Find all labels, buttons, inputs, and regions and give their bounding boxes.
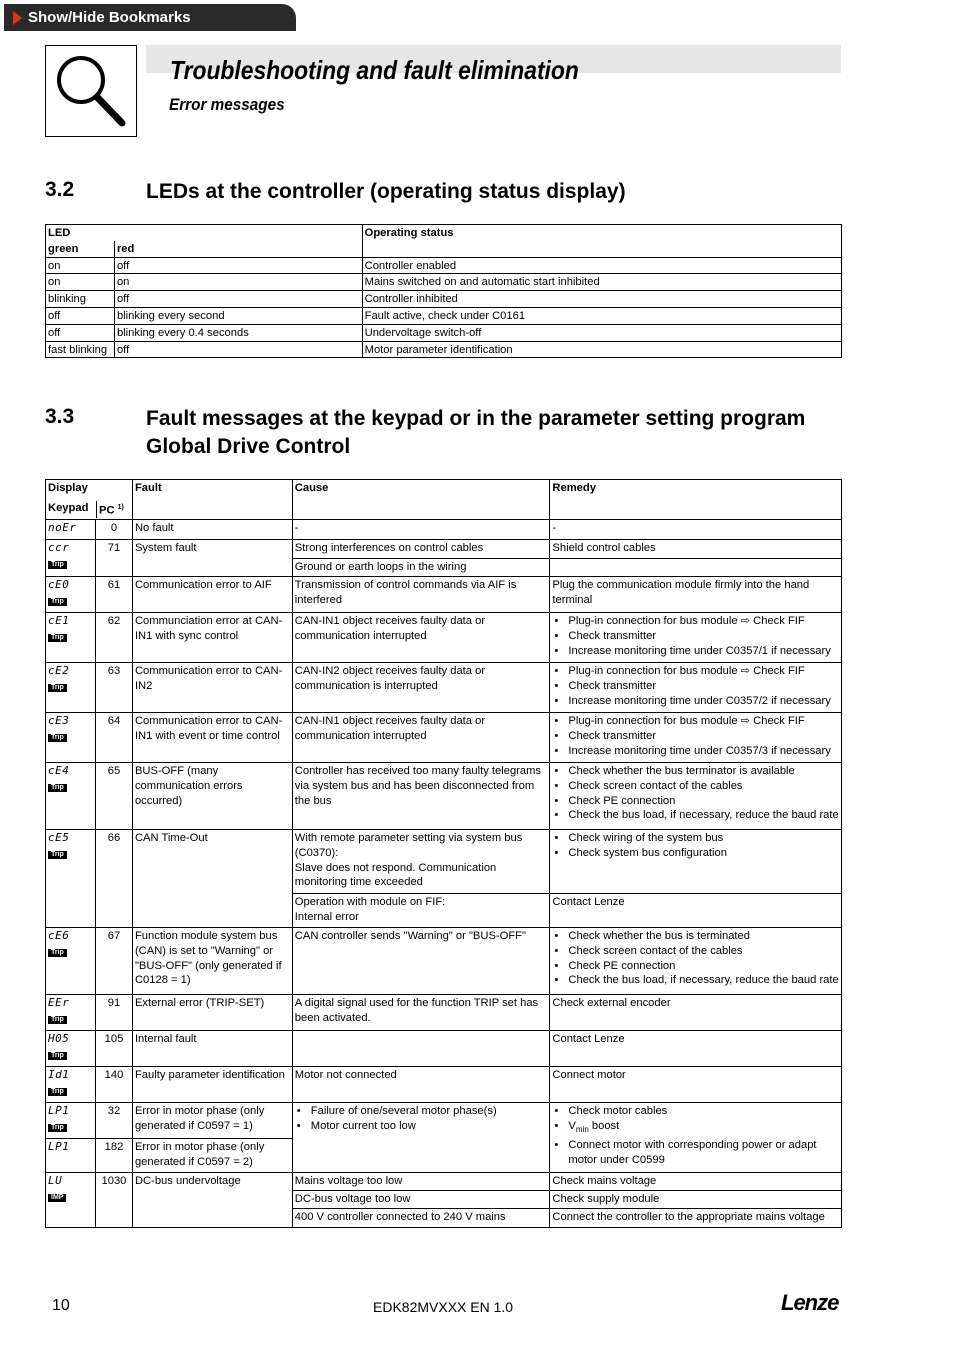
table-row [46, 1067, 842, 1103]
table-cell: blinking [46, 291, 115, 308]
table-cell: Transmission of control commands via AIF is interfered [292, 577, 550, 613]
list-item: • Check transmitter [552, 679, 839, 694]
list-item: • Check motor cables [552, 1104, 839, 1119]
table-cell: Internal fault [132, 1031, 292, 1067]
trip-badge: Trip [48, 734, 67, 742]
list-item: • Plug-in connection for bus module ⇨ Check FIF [552, 714, 839, 729]
table-cell [46, 480, 133, 520]
bookmarks-label: Show/Hide Bookmarks [28, 9, 191, 26]
table-cell: Controller inhibited [362, 291, 841, 308]
table-cell: LU IMP [46, 1173, 96, 1228]
list-item: • Check transmitter [552, 729, 839, 744]
table-cell: 182 [95, 1139, 132, 1173]
green-header: green [46, 241, 115, 257]
table-cell: CAN controller sends "Warning" or "BUS-OFF" [292, 928, 550, 995]
table-cell: 91 [95, 995, 132, 1031]
table-cell [550, 763, 842, 830]
table-cell: BUS-OFF (many communication errors occurred) [132, 763, 292, 830]
table-row [46, 928, 842, 995]
fault-header: Fault [132, 480, 292, 520]
list-item: • Increase monitoring time under C0357/3 if necessary [552, 744, 839, 759]
list-item: • Check screen contact of the cables [552, 944, 839, 959]
list-item: • Increase monitoring time under C0357/1 if necessary [552, 644, 839, 659]
table-cell: blinking every second [114, 307, 362, 324]
table-cell: LP1 Trip [46, 1103, 96, 1139]
table-cell [550, 928, 842, 995]
table-cell: 1030 [95, 1173, 132, 1228]
lenze-logo: Lenze [781, 1290, 839, 1315]
table-cell: off [46, 324, 115, 341]
table-cell: Strong interferences on control cables [292, 540, 550, 559]
table-cell: 65 [95, 763, 132, 830]
table-cell: No fault [132, 520, 292, 540]
list-item: • Check the bus load, if necessary, reduce the baud rate [552, 808, 839, 823]
table-row [46, 1031, 842, 1067]
table-cell: on [114, 274, 362, 291]
list-item: • Check transmitter [552, 629, 839, 644]
trip-badge: Trip [48, 561, 67, 569]
table-cell: 64 [95, 713, 132, 763]
led-table [45, 224, 842, 358]
trip-badge: Trip [48, 1088, 67, 1096]
table-cell: LP1 [46, 1139, 96, 1173]
table-cell: Controller has received too many faulty telegrams via system bus and has been disconnected from the bus [292, 763, 550, 830]
list-item: • Check screen contact of the cables [552, 779, 839, 794]
list-item: • Failure of one/several motor phase(s) [295, 1104, 548, 1119]
table-cell: cE1 Trip [46, 613, 96, 663]
table-cell: off [114, 291, 362, 308]
magnifier-icon [45, 45, 137, 137]
table-cell: DC-bus undervoltage [132, 1173, 292, 1228]
table-row [46, 830, 842, 894]
pc-footnote: 1) [117, 503, 124, 511]
table-row [46, 291, 842, 308]
document-code: EDK82MVXXX EN 1.0 [373, 1299, 514, 1315]
table-cell: Id1 Trip [46, 1067, 96, 1103]
table-cell: Controller enabled [362, 257, 841, 274]
table-cell: Communication error to AIF [132, 577, 292, 613]
table-cell: Check mains voltage [550, 1173, 842, 1191]
list-item: • Check the bus load, if necessary, reduce the baud rate [552, 973, 839, 988]
section-number: 3.2 [45, 178, 75, 201]
list-item: • Check PE connection [552, 794, 839, 809]
operating-status-header: Operating status [362, 225, 841, 258]
table-cell: Check external encoder [550, 995, 842, 1031]
table-cell: CAN-IN1 object receives faulty data or communication interrupted [292, 713, 550, 763]
table-cell: ccr Trip [46, 540, 96, 577]
table-cell: A digital signal used for the function TRIP set has been activated. [292, 995, 550, 1031]
list-item: • Check whether the bus is terminated [552, 929, 839, 944]
table-cell: cE5 Trip [46, 830, 96, 928]
table-row [46, 324, 842, 341]
table-cell: - [292, 520, 550, 540]
table-cell: Faulty parameter identification [132, 1067, 292, 1103]
table-cell: 105 [95, 1031, 132, 1067]
table-cell: External error (TRIP-SET) [132, 995, 292, 1031]
table-cell [550, 613, 842, 663]
table-cell: Function module system bus (CAN) is set to "Warning" or "BUS-OFF" (only generated if C0128 = 1) [132, 928, 292, 995]
table-row [46, 307, 842, 324]
table-cell: DC-bus voltage too low [292, 1191, 550, 1209]
table-cell: System fault [132, 540, 292, 577]
list-item: • Check wiring of the system bus [552, 831, 839, 846]
table-row [46, 613, 842, 663]
list-item: • Connect motor with corresponding power or adapt motor under C0599 [552, 1138, 839, 1168]
table-cell: Communication error to CAN-IN2 [132, 663, 292, 713]
section-title: Fault messages at the keypad or in the parameter setting program Global Drive Control [146, 407, 806, 458]
table-row [46, 577, 842, 613]
trip-badge: Trip [48, 784, 67, 792]
table-cell: on [46, 274, 115, 291]
table-cell: 66 [95, 830, 132, 928]
table-row [46, 341, 842, 358]
table-cell [550, 713, 842, 763]
table-cell: Ground or earth loops in the wiring [292, 559, 550, 577]
keypad-header: Keypad [48, 501, 89, 514]
list-item: • Increase monitoring time under C0357/2 if necessary [552, 694, 839, 709]
table-cell: Contact Lenze [550, 1031, 842, 1067]
trip-badge: Trip [48, 1124, 67, 1132]
table-cell: 63 [95, 663, 132, 713]
table-cell: Communciation error at CAN-IN1 with sync control [132, 613, 292, 663]
list-item: • Motor current too low [295, 1119, 548, 1134]
page-title: Troubleshooting and fault elimination [170, 55, 579, 85]
table-cell: H05 Trip [46, 1031, 96, 1067]
table-row [46, 995, 842, 1031]
table-cell: 67 [95, 928, 132, 995]
table-cell: With remote parameter setting via system bus (C0370): Slave does not respond. Communication monitoring time exceeded [292, 830, 550, 894]
table-cell: 61 [95, 577, 132, 613]
table-cell: cE0 Trip [46, 577, 96, 613]
table-cell: Error in motor phase (only generated if C0597 = 1) [132, 1103, 292, 1139]
table-cell: off [114, 341, 362, 358]
table-cell: CAN-IN2 object receives faulty data or communication is interrupted [292, 663, 550, 713]
table-cell: EEr Trip [46, 995, 96, 1031]
fault-table [45, 479, 842, 1228]
table-cell: Connect the controller to the appropriate mains voltage [550, 1209, 842, 1228]
table-cell: Communication error to CAN-IN1 with event or time control [132, 713, 292, 763]
table-cell [550, 559, 842, 577]
table-cell [292, 1103, 550, 1173]
table-cell: Contact Lenze [550, 894, 842, 928]
table-cell [550, 663, 842, 713]
table-cell: off [114, 257, 362, 274]
trip-badge: Trip [48, 1016, 67, 1024]
table-cell: Operation with module on FIF: Internal error [292, 894, 550, 928]
table-row [46, 1173, 842, 1191]
table-cell: noEr [46, 520, 96, 540]
list-item: • Check PE connection [552, 959, 839, 974]
display-header: Display [48, 482, 88, 494]
section-title: LEDs at the controller (operating status display) [146, 180, 626, 203]
table-row [46, 540, 842, 559]
table-cell: Motor parameter identification [362, 341, 841, 358]
cause-header: Cause [292, 480, 550, 520]
page-number: 10 [52, 1297, 70, 1314]
table-cell: 400 V controller connected to 240 V mains [292, 1209, 550, 1228]
table-cell: 140 [95, 1067, 132, 1103]
list-item: • Check system bus configuration [552, 846, 839, 861]
table-cell: cE6 Trip [46, 928, 96, 995]
table-cell: cE2 Trip [46, 663, 96, 713]
led-header: LED [46, 225, 363, 241]
table-cell: cE3 Trip [46, 713, 96, 763]
table-cell: 62 [95, 613, 132, 663]
table-cell: blinking every 0.4 seconds [114, 324, 362, 341]
table-row [46, 663, 842, 713]
table-cell: fast blinking [46, 341, 115, 358]
pc-header: PC [99, 504, 115, 517]
list-item: • Plug-in connection for bus module ⇨ Check FIF [552, 664, 839, 679]
table-cell: cE4 Trip [46, 763, 96, 830]
remedy-header: Remedy [550, 480, 842, 520]
table-cell: - [550, 520, 842, 540]
table-row [46, 257, 842, 274]
trip-badge: Trip [48, 634, 67, 642]
page-subtitle: Error messages [169, 95, 285, 114]
table-cell [550, 1103, 842, 1173]
trip-badge: Trip [48, 851, 67, 859]
table-cell: Undervoltage switch-off [362, 324, 841, 341]
table-row [46, 763, 842, 830]
triangle-right-icon [13, 11, 22, 25]
table-row [46, 274, 842, 291]
table-cell: Check supply module [550, 1191, 842, 1209]
trip-badge: Trip [48, 598, 67, 606]
list-item: • Plug-in connection for bus module ⇨ Check FIF [552, 614, 839, 629]
table-cell: 0 [95, 520, 132, 540]
table-cell [292, 1031, 550, 1067]
table-cell [550, 830, 842, 894]
trip-badge: Trip [48, 684, 67, 692]
table-cell: Mains voltage too low [292, 1173, 550, 1191]
list-item: • $V_{min}$ boost [552, 1119, 839, 1138]
table-cell: Connect motor [550, 1067, 842, 1103]
table-row [46, 1103, 842, 1139]
table-cell: Shield control cables [550, 540, 842, 559]
section-number: 3.3 [45, 405, 75, 428]
table-cell: Fault active, check under C0161 [362, 307, 841, 324]
table-cell: 71 [95, 540, 132, 577]
list-item: • Check whether the bus terminator is available [552, 764, 839, 779]
table-cell: Motor not connected [292, 1067, 550, 1103]
trip-badge: Trip [48, 949, 67, 957]
table-row [46, 713, 842, 763]
trip-badge: Trip [48, 1052, 67, 1060]
table-cell: Error in motor phase (only generated if C0597 = 2) [132, 1139, 292, 1173]
table-cell: Plug the communication module firmly into the hand terminal [550, 577, 842, 613]
table-cell: Mains switched on and automatic start inhibited [362, 274, 841, 291]
table-row [46, 520, 842, 540]
table-cell: CAN Time-Out [132, 830, 292, 928]
red-header: red [114, 241, 362, 257]
imp-badge: IMP [48, 1194, 66, 1202]
table-cell: 32 [95, 1103, 132, 1139]
table-cell: on [46, 257, 115, 274]
table-cell: CAN-IN1 object receives faulty data or communication interrupted [292, 613, 550, 663]
show-hide-bookmarks-tab[interactable] [4, 4, 296, 31]
table-cell: off [46, 307, 115, 324]
